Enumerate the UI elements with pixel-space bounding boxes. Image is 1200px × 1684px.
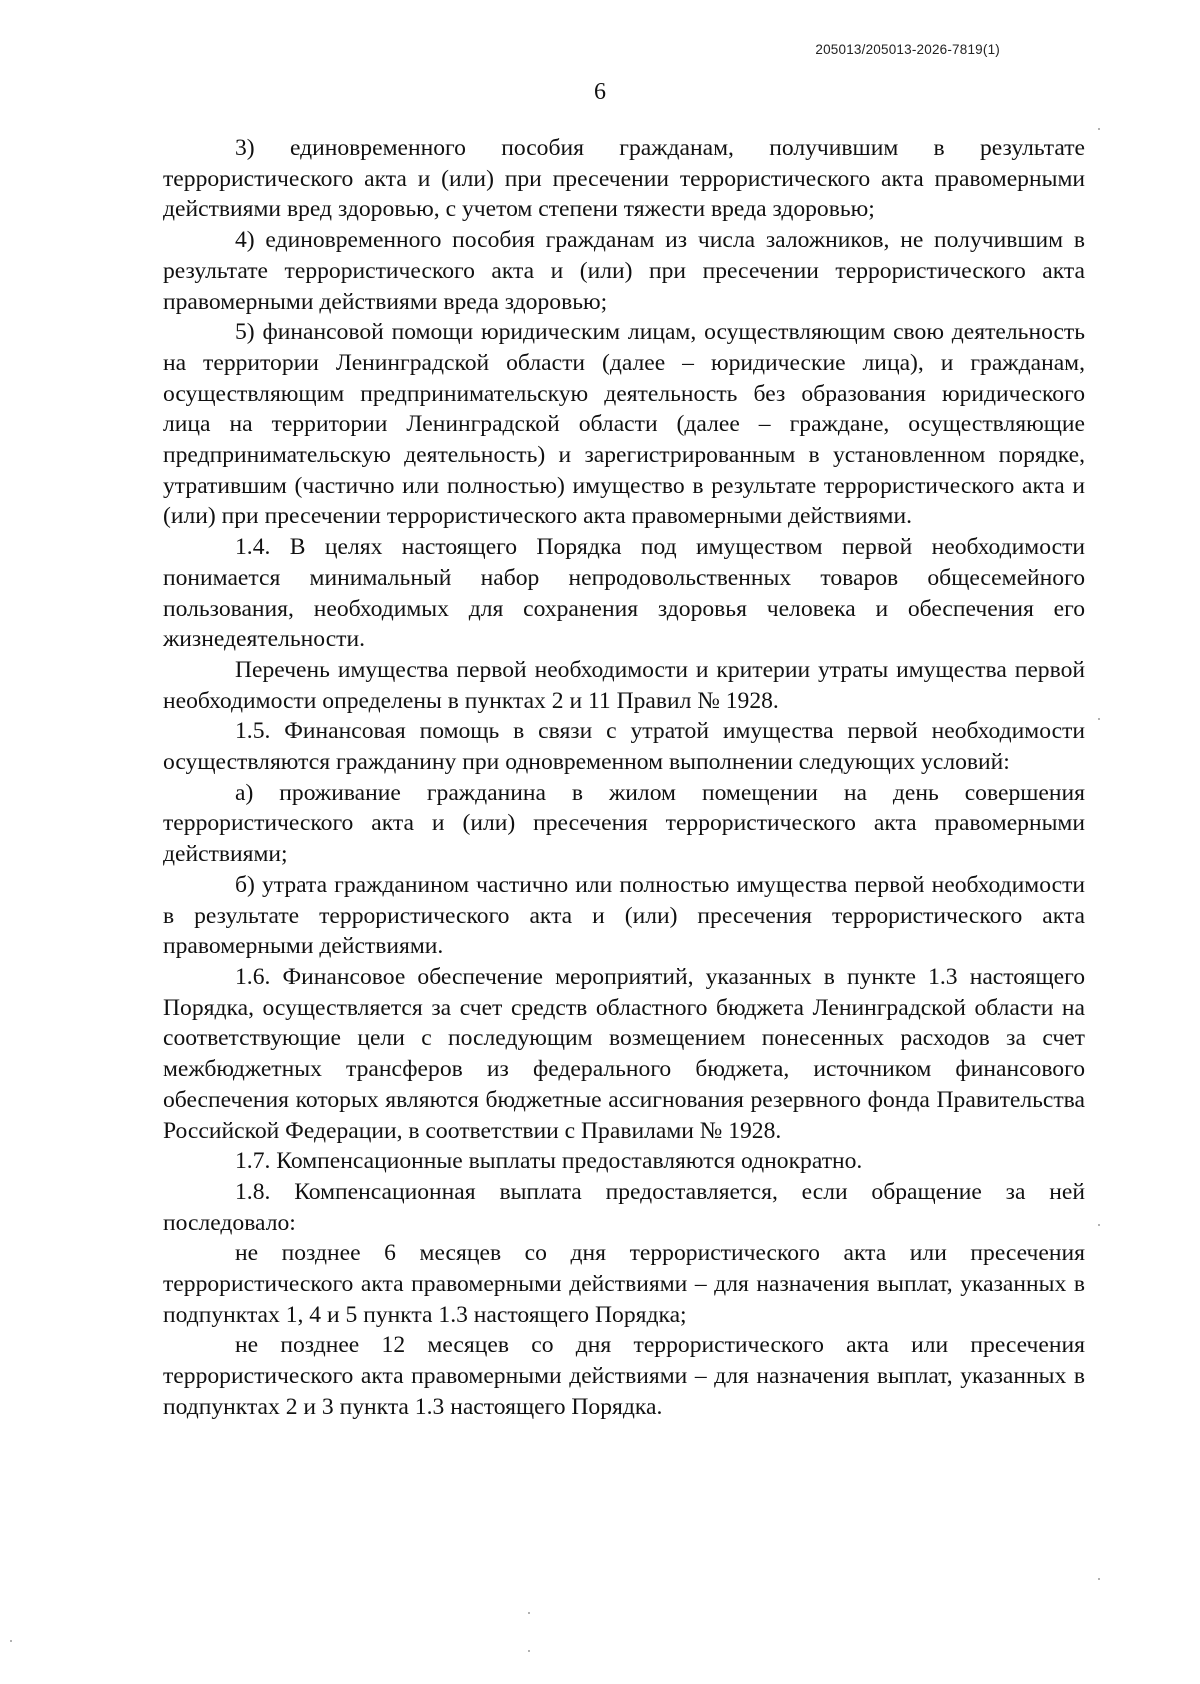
paragraph-condition-a: а) проживание гражданина в жилом помещении на день совершения террористического акта и (или) пресечения террористического акта правомерными действиями; [163,779,1085,868]
scan-speck [528,1650,530,1652]
document-id: 205013/205013-2026-7819(1) [815,42,1000,57]
scan-speck [528,1612,530,1614]
paragraph-deadline-12-months: не позднее 12 месяцев со дня террористического акта или пресечения террористического акта правомерными действиями – для назначения выплат, указанных в подпунктах 2 и 3 пункта 1.3 настоящего Порядка. [163,1332,1085,1420]
paragraph-1-6: 1.6. Финансовое обеспечение мероприятий, указанных в пункте 1.3 настоящего Порядка, осуществляется за счет средств областного бюджета Ленинградской области на соответствующие цели с последующим возмещением понесенных расходов за счет межбюджетных трансферов из федерального бюджета, источником финансового обеспечения которых являются бюджетные ассигнования резервного фонда Правительства Российской Федерации, в соответствии с Правилами № 1928. [163,963,1085,1144]
document-body [163,133,1085,1423]
scan-speck [10,1640,12,1642]
scan-speck [1098,128,1100,130]
scan-speck [1098,718,1100,720]
paragraph-1-5: 1.5. Финансовая помощь в связи с утратой имущества первой необходимости осуществляются гражданину при одновременном выполнении следующих условий: [163,718,1085,776]
paragraph-item-4: 4) единовременного пособия гражданам из числа заложников, не получившим в результате террористического акта и (или) при пресечении террористического акта правомерными действиями вреда здоровью; [163,227,1085,315]
paragraph-essentials-list: Перечень имущества первой необходимости и критерии утраты имущества первой необходимости определены в пунктах 2 и 11 Правил № 1928. [163,656,1085,714]
paragraph-item-3: 3) единовременного пособия гражданам, получившим в результате террористического акта и (или) при пресечении террористического акта правомерными действиями вред здоровью, с учетом степени тяжести вреда здоровью; [163,135,1085,223]
scan-speck [1098,1578,1100,1580]
page-number: 6 [594,79,606,105]
paragraph-1-8: 1.8. Компенсационная выплата предоставляется, если обращение за ней последовало: [163,1178,1085,1236]
paragraph-deadline-6-months: не позднее 6 месяцев со дня террористического акта или пресечения террористического акта правомерными действиями – для назначения выплат, указанных в подпунктах 1, 4 и 5 пункта 1.3 настоящего Порядка; [163,1240,1085,1328]
scan-speck [1098,1224,1100,1226]
paragraph-1-7: 1.7. Компенсационные выплаты предоставляются однократно. [235,1148,863,1175]
paragraph-condition-b: б) утрата гражданином частично или полностью имущества первой необходимости в результате террористического акта и (или) пресечения террористического акта правомерными действиями. [163,871,1085,960]
paragraph-1-4: 1.4. В целях настоящего Порядка под имуществом первой необходимости понимается минимальный набор непродовольственных товаров общесемейного пользования, необходимых для сохранения здоровья человека и обеспечения его жизнедеятельности. [163,534,1085,653]
paragraph-item-5: 5) финансовой помощи юридическим лицам, осуществляющим свою деятельность на территории Ленинградской области (далее – юридические лица), и гражданам, осуществляющим предпринимательскую деятельность без образования юридического лица на территории Ленинградской области (далее – граждане, осуществляющие предпринимательскую деятельность) и зарегистрированным в установленном порядке, утратившим (частично или полностью) имущество в результате террористического акта и (или) при пресечении террористического акта правомерными действиями. [163,319,1085,530]
